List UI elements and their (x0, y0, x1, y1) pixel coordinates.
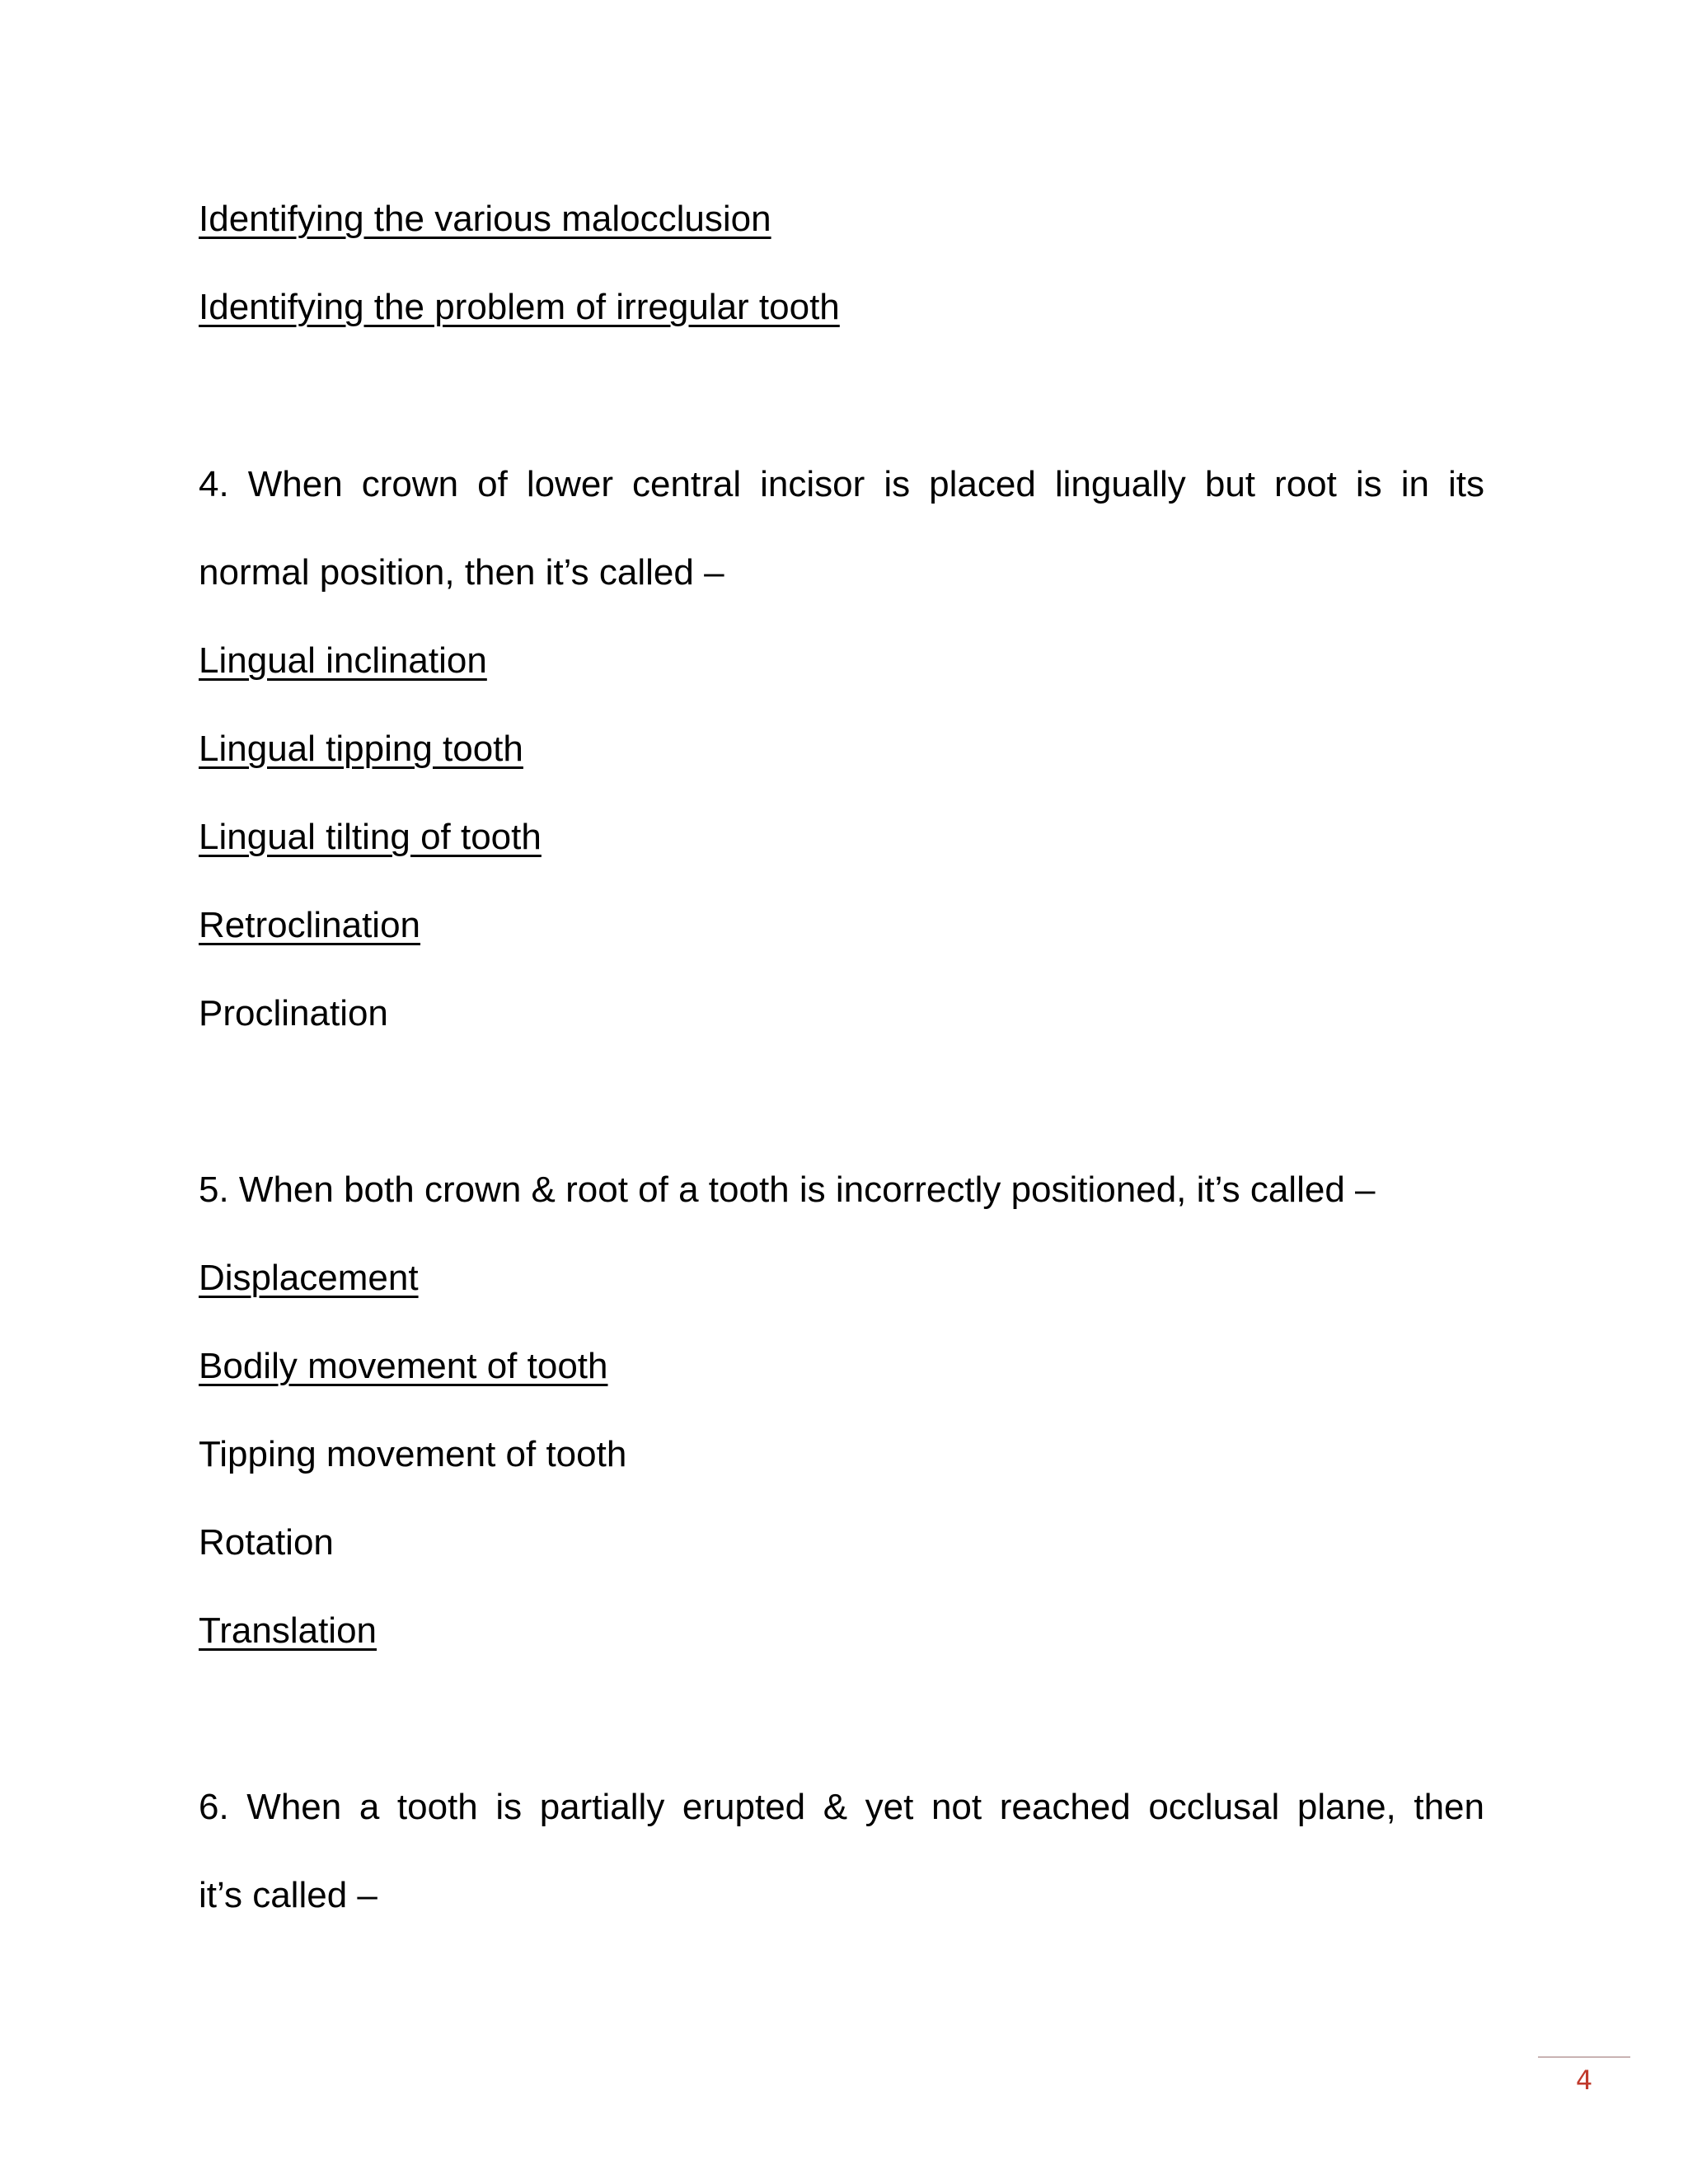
q5-option-translation: Translation (199, 1610, 377, 1651)
option-identifying-various-malocclusion: Identifying the various malocclusion (199, 199, 771, 239)
q4-option-retroclination: Retroclination (199, 905, 421, 945)
option-identifying-irregular-tooth: Identifying the problem of irregular tooth (199, 287, 840, 327)
question-6-text-line-1: 6. When a tooth is partially erupted & yet not reached occlusal plane, then (199, 1787, 1484, 1827)
question-4-text-line-1: 4. When crown of lower central incisor is placed lingually but root is in its (199, 464, 1484, 504)
q5-option-rotation: Rotation (199, 1522, 334, 1563)
q5-option-tipping-movement: Tipping movement of tooth (199, 1434, 627, 1474)
question-6-text-line-2: it’s called – (199, 1875, 377, 1915)
footer-divider (1538, 2056, 1630, 2058)
q4-option-lingual-inclination: Lingual inclination (199, 640, 487, 681)
q4-option-lingual-tipping-tooth: Lingual tipping tooth (199, 729, 523, 769)
q5-option-bodily-movement: Bodily movement of tooth (199, 1346, 608, 1386)
q5-option-displacement: Displacement (199, 1258, 419, 1298)
q4-option-lingual-tilting-of-tooth: Lingual tilting of tooth (199, 817, 542, 857)
question-5-text: 5. When both crown & root of a tooth is incorrectly positioned, it’s called – (199, 1169, 1376, 1210)
question-4-text-line-2: normal position, then it’s called – (199, 552, 724, 593)
q4-option-proclination: Proclination (199, 993, 388, 1033)
page-number: 4 (1575, 2064, 1593, 2096)
